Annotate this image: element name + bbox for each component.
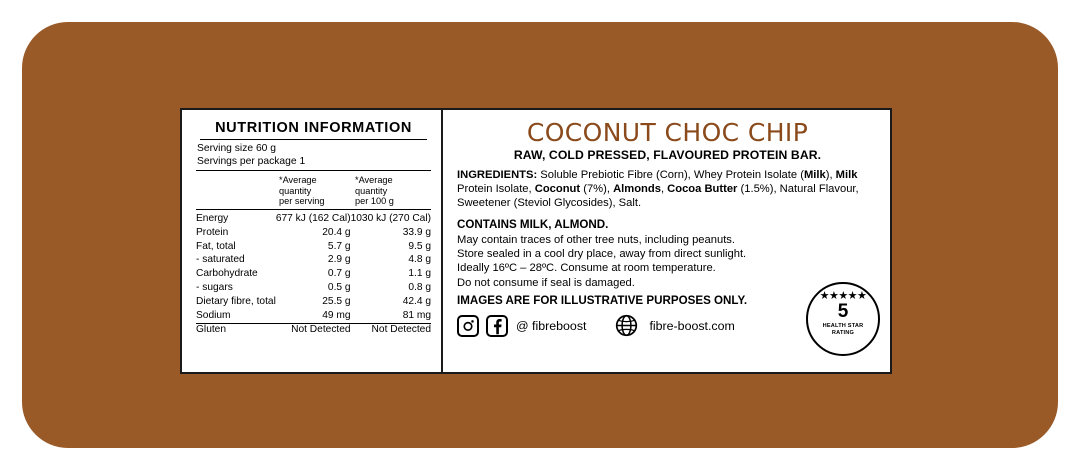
- column-header-per-100g-line1: *Average: [355, 175, 393, 186]
- health-star-stars: ★★★★★: [819, 290, 867, 302]
- nutrient-per-100g: 9.5 g: [408, 240, 432, 252]
- nutrient-per-100g: 1.1 g: [408, 268, 432, 280]
- product-name: COCONUT CHOC CHIP: [526, 118, 809, 147]
- social-handle: @ fibreboost: [516, 318, 587, 333]
- nutrient-per-serving: 5.7 g: [327, 240, 351, 252]
- table-row: [196, 227, 431, 241]
- nutrition-column-headers: [196, 171, 431, 210]
- nutrient-per-serving: 677 kJ (162 Cal): [275, 212, 351, 224]
- table-row: [196, 254, 431, 268]
- servings-per-package: Servings per package 1: [197, 155, 306, 167]
- website-url[interactable]: fibre-boost.com: [649, 318, 735, 333]
- health-star-rating-badge: [806, 282, 880, 356]
- nutrient-per-serving: 49 mg: [322, 309, 351, 321]
- nutrient-label: Energy: [196, 212, 229, 224]
- storage-note: Do not consume if seal is damaged.: [457, 276, 635, 289]
- nutrient-per-serving: 0.5 g: [327, 281, 351, 293]
- ingredients-label: INGREDIENTS:: [457, 169, 538, 181]
- contains-allergens: CONTAINS MILK, ALMOND.: [457, 217, 609, 231]
- column-header-spacer: [196, 175, 279, 207]
- nutrient-label: - saturated: [196, 254, 245, 266]
- nutrient-label: Gluten: [196, 324, 276, 338]
- health-star-label-line2: RATING: [831, 329, 855, 336]
- illustrative-disclaimer: IMAGES ARE FOR ILLUSTRATIVE PURPOSES ONLY.: [457, 294, 748, 308]
- column-header-per-100g: [355, 175, 431, 207]
- table-row: [196, 310, 431, 324]
- product-subtitle: RAW, COLD PRESSED, FLAVOURED PROTEIN BAR.: [513, 148, 822, 162]
- nutrient-per-100g: 42.4 g: [402, 295, 432, 307]
- serving-size: Serving size 60 g: [197, 143, 276, 154]
- column-header-per-100g-line3: per 100 g: [355, 196, 394, 207]
- nutrient-per-100g: 33.9 g: [402, 226, 432, 238]
- nutrient-per-serving: 25.5 g: [322, 295, 351, 307]
- nutrient-label: Sodium: [196, 309, 231, 321]
- column-header-per-serving-line3: per serving: [279, 196, 325, 207]
- table-row: [196, 282, 431, 296]
- column-header-per-100g-line2: quantity: [355, 185, 388, 196]
- nutrition-information-panel: [182, 110, 443, 372]
- instagram-icon[interactable]: [457, 315, 479, 337]
- nutrient-per-100g: 0.8 g: [408, 281, 432, 293]
- nutrient-per-serving: 20.4 g: [322, 226, 351, 238]
- nutrient-per-100g: 4.8 g: [408, 254, 432, 266]
- nutrition-table: [196, 213, 431, 338]
- ingredients-block: [457, 168, 878, 211]
- nutrient-per-100g: Not Detected: [351, 324, 431, 338]
- health-star-label: [823, 323, 864, 336]
- ingredients-text: Soluble Prebiotic Fibre (Corn), Whey Protein Isolate (Milk), Milk Protein Isolate, Coconut (7%), Almonds, Cocoa Butter (1.5%), Natural Flavour, Sweetener (Steviol Glycosides), Salt.: [457, 169, 859, 210]
- table-row: [196, 296, 431, 310]
- storage-note: Ideally 16ºC – 28ºC. Consume at room temperature.: [457, 262, 716, 275]
- nutrient-label: - sugars: [196, 281, 233, 293]
- nutrient-per-100g: 1030 kJ (270 Cal): [350, 212, 432, 224]
- product-information-panel: [443, 110, 890, 372]
- table-row-gluten: [196, 324, 431, 338]
- nutrition-label-panel: [180, 108, 892, 374]
- column-header-per-serving: [279, 175, 355, 207]
- nutrient-label: Protein: [196, 226, 229, 238]
- nutrient-per-serving: 2.9 g: [327, 254, 351, 266]
- facebook-icon[interactable]: [486, 315, 508, 337]
- column-header-per-serving-line1: *Average: [279, 175, 317, 186]
- nutrient-label: Dietary fibre, total: [196, 295, 276, 307]
- health-star-number: 5: [837, 301, 849, 322]
- storage-note: May contain traces of other tree nuts, including peanuts.: [457, 233, 735, 246]
- table-row: [196, 268, 431, 282]
- nutrition-title: NUTRITION INFORMATION: [200, 120, 427, 140]
- health-star-label-line1: HEALTH STAR: [822, 323, 864, 329]
- storage-note: Store sealed in a cool dry place, away from direct sunlight.: [457, 248, 747, 261]
- nutrient-per-100g: 81 mg: [402, 309, 432, 321]
- table-row: [196, 213, 431, 227]
- serving-block: [196, 140, 431, 171]
- nutrient-label: Fat, total: [196, 240, 236, 252]
- nutrient-per-serving: 0.7 g: [327, 268, 351, 280]
- nutrient-label: Carbohydrate: [196, 268, 258, 280]
- column-header-per-serving-line2: quantity: [279, 185, 312, 196]
- globe-icon[interactable]: [615, 314, 638, 337]
- nutrient-per-serving: Not Detected: [276, 324, 351, 338]
- table-row: [196, 241, 431, 255]
